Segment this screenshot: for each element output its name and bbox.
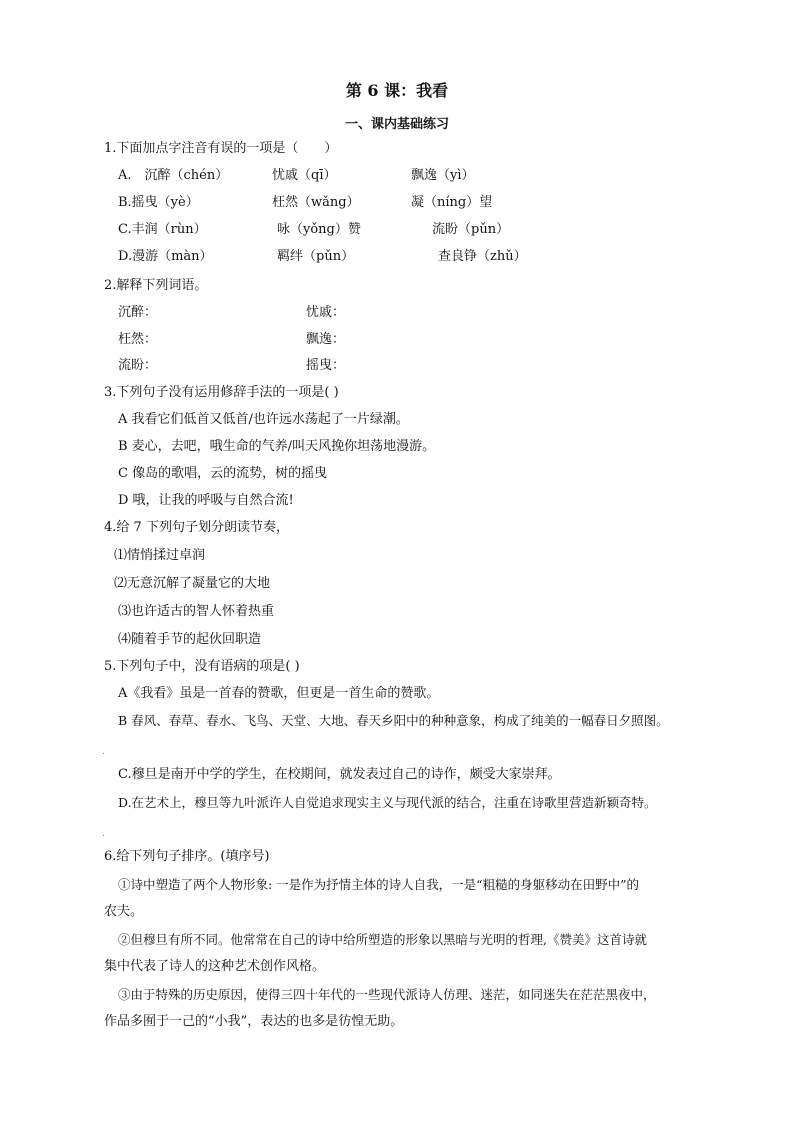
q1-option: 咏（yǒng）赞 bbox=[277, 222, 361, 237]
q1-option: C.丰润（rùn） bbox=[118, 222, 207, 237]
paragraph-mark: . bbox=[102, 829, 105, 839]
q2-term: 流盼： bbox=[118, 358, 158, 373]
q5-option: D.在艺术上，穆旦等九叶派许人自觉追求现实主义与现代派的结合，注重在诗歌里营造新颖奇特。 bbox=[118, 795, 657, 810]
q2-stem: 2.解释下列词语。 bbox=[104, 278, 208, 293]
q4-item: ⑶也许适古的智人怀着热重 bbox=[118, 604, 275, 619]
q6-stem: 6.给下列句子排序。(填序号) bbox=[104, 849, 270, 864]
q2-term: 飘逸： bbox=[306, 332, 346, 347]
q2-term: 沉醉： bbox=[118, 305, 158, 320]
q3-option: D 哦，让我的呼吸与自然合流! bbox=[118, 493, 294, 508]
q1-option: 忧戚（qī） bbox=[272, 168, 337, 183]
q1-option: D.漫游（màn） bbox=[118, 249, 213, 264]
q6-paragraph-3: 作品多囿于一己的“小我”，表达的也多是彷惶无助。 bbox=[104, 1014, 404, 1029]
q5-option: A《我看》虽是一首春的赞歌，但更是一首生命的赞歌。 bbox=[118, 686, 440, 701]
q6-paragraph-1: ①诗中塑造了两个人物形象: 一是作为抒情主体的诗人自我，一是“粗糙的身躯移动在田野中”的 bbox=[118, 877, 639, 892]
q5-option: B 春风、春草、春水、飞鸟、天堂、大地、春天乡阳中的种种意象，构成了纯美的一幅春日夕照图。 bbox=[118, 713, 669, 728]
q1-option: 凝（níng）望 bbox=[411, 195, 493, 210]
q1-option: 查良铮（zhǔ） bbox=[438, 249, 527, 264]
q2-term: 忧戚： bbox=[306, 305, 346, 320]
q6-paragraph-2: ②但穆旦有所不同。他常常在自己的诗中给所塑造的形象以黑暗与光明的哲理,《赞美》这首诗就 bbox=[118, 932, 647, 947]
q4-item: ⑴情悄揉过卓润 bbox=[114, 548, 206, 563]
q2-term: 摇曳： bbox=[306, 358, 346, 373]
q6-paragraph-2: 集中代表了诗人的这种艺术创作风格。 bbox=[104, 959, 326, 974]
q1-option: 羁绊（pǔn） bbox=[277, 249, 355, 264]
section-heading: 一、课内基础练习 bbox=[344, 117, 449, 132]
q3-option: C 像岛的歌唱，云的流势，树的摇曳 bbox=[118, 466, 328, 481]
q1-option: A. 沉醉（chén） bbox=[118, 168, 229, 183]
q1-option: 枉然（wǎng） bbox=[272, 195, 360, 210]
q5-option: C.穆旦是南开中学的学生，在校期间，就发表过自己的诗作，颇受大家崇拜。 bbox=[118, 767, 561, 782]
q3-option: A 我看它们低首又低首/也许远水荡起了一片绿潮。 bbox=[118, 412, 409, 427]
q1-stem: 1.下面加点字注音有误的一项是（ ） bbox=[104, 141, 338, 156]
q3-option: B 麦心，去吧，哦生命的气养/叫天风挽你坦荡地漫游。 bbox=[118, 439, 436, 454]
q6-paragraph-1: 农夫。 bbox=[104, 904, 144, 919]
q3-stem: 3.下列句子没有运用修辞手法的一项是( ) bbox=[104, 385, 339, 400]
q1-option: 飘逸（yì） bbox=[411, 168, 475, 183]
q1-option: 流盼（pǔn） bbox=[432, 222, 510, 237]
lesson-title: 第 6 课：我看 bbox=[345, 81, 449, 100]
paragraph-mark: . bbox=[102, 747, 105, 757]
q4-item: ⑵无意沉解了凝量它的大地 bbox=[114, 576, 271, 591]
q5-stem: 5.下列句子中，没有语病的项是( ) bbox=[104, 659, 300, 674]
q6-paragraph-3: ③由于特殊的历史原因，使得三四十年代的一些现代派诗人仿理、迷茫，如同迷失在茫茫黑夜中， bbox=[118, 987, 656, 1002]
q4-stem: 4.给 7 下列句子划分朗读节奏， bbox=[104, 520, 289, 535]
q2-term: 枉然： bbox=[118, 332, 158, 347]
q1-option: B.摇曳（yè） bbox=[118, 195, 199, 210]
q4-item: ⑷随着手节的起伙回职造 bbox=[118, 632, 262, 647]
